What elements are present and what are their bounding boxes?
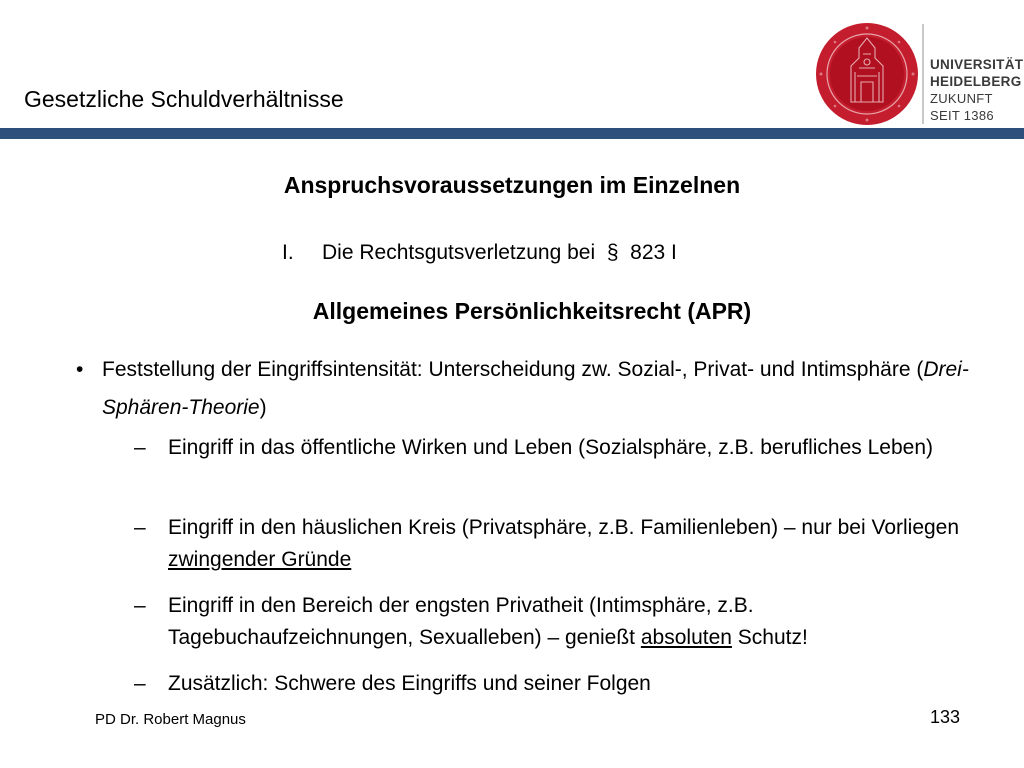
bullet-text-part2: ) <box>259 396 267 419</box>
bullet-text-italic: Drei-Sphären-Theorie <box>102 358 969 419</box>
section-text: Die Rechtsgutsverletzung bei § 823 I <box>322 241 677 264</box>
header-title: Gesetzliche Schuldverhältnisse <box>24 86 344 112</box>
dash-item-text-underlined: absoluten <box>640 626 732 649</box>
dash-item-text-pre: Eingriff in den Bereich der engsten Privatheit (Intimsphäre, z.B. Tagebuchaufzeichnungen, Sexualleben) – genießt <box>168 594 754 649</box>
footer-author: PD Dr. Robert Magnus <box>95 711 246 728</box>
dash-item-text: Eingriff in das öffentliche Wirken und Leben (Sozialsphäre, z.B. berufliches Leben) <box>168 436 934 459</box>
dash-marker: – <box>134 672 146 695</box>
page-number: 133 <box>930 707 961 727</box>
dash-item-text-pre: Eingriff in den häuslichen Kreis (Privatsphäre, z.B. Familienleben) – nur bei Vorliegen <box>168 516 960 539</box>
university-line-3: ZUKUNFT <box>930 91 993 106</box>
dash-item-text: Zusätzlich: Schwere des Eingriffs und seiner Folgen <box>168 672 651 695</box>
university-wordmark <box>930 56 1023 124</box>
dash-item-text <box>168 512 968 576</box>
university-seal-logo <box>815 22 919 126</box>
dash-marker: – <box>134 516 146 539</box>
slide-subtitle: Allgemeines Persönlichkeitsrecht (APR) <box>312 298 752 324</box>
slide-title: Anspruchsvoraussetzungen im Einzelnen <box>283 172 741 198</box>
header-rule <box>0 128 1024 139</box>
dash-marker: – <box>134 436 146 459</box>
university-line-2: HEIDELBERG <box>930 74 1022 89</box>
dash-item-text-underlined: zwingender Gründe <box>168 548 352 571</box>
university-line-1: UNIVERSITÄT <box>930 57 1024 72</box>
section-heading <box>282 241 677 265</box>
university-line-4: SEIT 1386 <box>930 108 994 123</box>
section-number: I. <box>282 241 294 264</box>
dash-marker: – <box>134 594 146 617</box>
dash-item-text <box>168 590 968 654</box>
dash-item-text-post: Schutz! <box>731 626 808 649</box>
bullet-text <box>102 351 982 427</box>
bullet-text-part1: Feststellung der Eingriffsintensität: Unterscheidung zw. Sozial-, Privat- und Intimsphäre ( <box>102 358 924 381</box>
bullet-marker: • <box>76 358 84 381</box>
logo-divider <box>922 24 924 124</box>
